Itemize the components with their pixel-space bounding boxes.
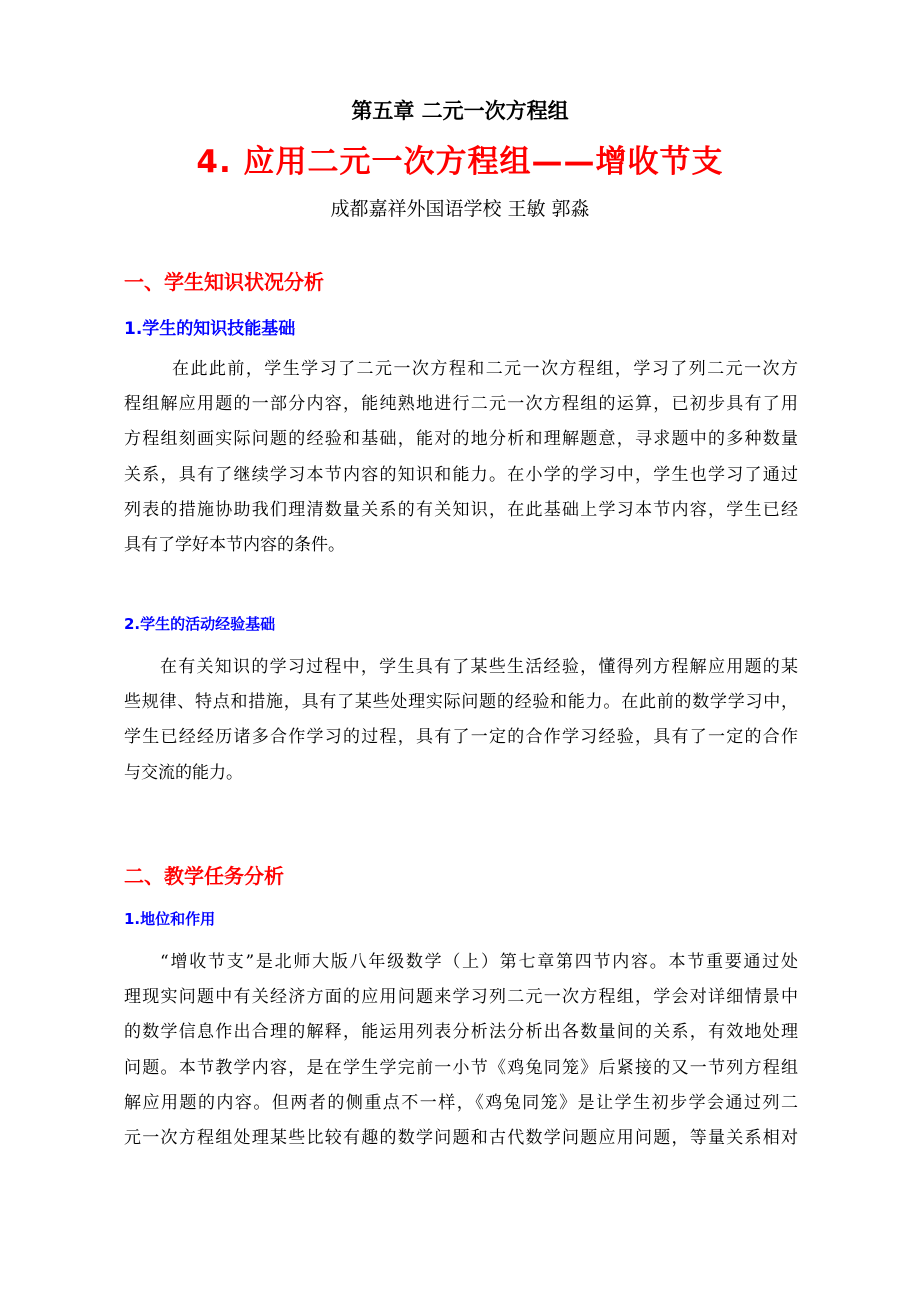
paragraph-line: 在有关知识的学习过程中，学生具有了某些生活经验，懂得列方程解应用题的某: [160, 657, 798, 677]
paragraph-line: 问题。本节教学内容，是在学生学完前一小节《鸡兔同笼》后紧接的又一节列方程组: [124, 1057, 798, 1078]
paragraph-line: 理现实问题中有关经济方面的应用问题来学习列二元一次方程组，学会对详细情景中: [124, 987, 798, 1008]
paragraph-line: 解应用题的内容。但两者的侧重点不一样，《鸡兔同笼》是让学生初步学会通过列二: [124, 1092, 798, 1113]
paragraph-line: 关系，具有了继续学习本节内容的知识和能力。在小学的学习中，学生也学习了通过: [124, 464, 798, 485]
section-heading-1: 一、学生知识状况分析: [124, 270, 324, 294]
paragraph-activity-experience: [124, 650, 798, 791]
author-line: 成都嘉祥外国语学校 王敏 郭淼: [330, 198, 590, 220]
paragraph-line: 具有了学好本节内容的条件。: [124, 535, 345, 556]
section-heading-2: 二、教学任务分析: [124, 864, 284, 888]
paragraph-line: 学生已经经历诸多合作学习的过程，具有了一定的合作学习经验，具有了一定的合作: [124, 727, 798, 748]
paragraph-line: 在此此前，学生学习了二元一次方程和二元一次方程组，学习了列二元一次方: [172, 359, 798, 379]
paragraph-line: “增收节支”是北师大版八年级数学（上）第七章第四节内容。本节重要通过处: [160, 952, 798, 972]
subsection-heading-1-1: 1.学生的知识技能基础: [124, 319, 296, 339]
subsection-heading-1-2: 2.学生的活动经验基础: [124, 615, 276, 633]
chapter-heading: 第五章 二元一次方程组: [351, 99, 569, 123]
paragraph-line: 元一次方程组处理某些比较有趣的数学问题和古代数学问题应用问题，等量关系相对: [124, 1128, 798, 1149]
paragraph-line: 的数学信息作出合理的解释，能运用列表分析法分析出各数量间的关系，有效地处理: [124, 1022, 798, 1043]
paragraph-knowledge-skills: [124, 352, 798, 563]
paragraph-line: 方程组刻画实际问题的经验和基础，能对的地分析和理解题意，寻求题中的多种数量: [124, 429, 798, 450]
paragraph-line: 些规律、特点和措施，具有了某些处理实际问题的经验和能力。在此前的数学学习中，: [124, 692, 798, 713]
paragraph-line: 列表的措施协助我们理清数量关系的有关知识，在此基础上学习本节内容，学生已经: [124, 499, 798, 520]
paragraph-position-role: [124, 945, 798, 1156]
paragraph-line: 程组解应用题的一部分内容，能纯熟地进行二元一次方程组的运算，已初步具有了用: [124, 394, 798, 415]
subsection-heading-2-1: 1.地位和作用: [124, 910, 216, 928]
paragraph-line: 与交流的能力。: [124, 762, 243, 783]
lesson-title: 4. 应用二元一次方程组——增收节支: [196, 144, 724, 180]
